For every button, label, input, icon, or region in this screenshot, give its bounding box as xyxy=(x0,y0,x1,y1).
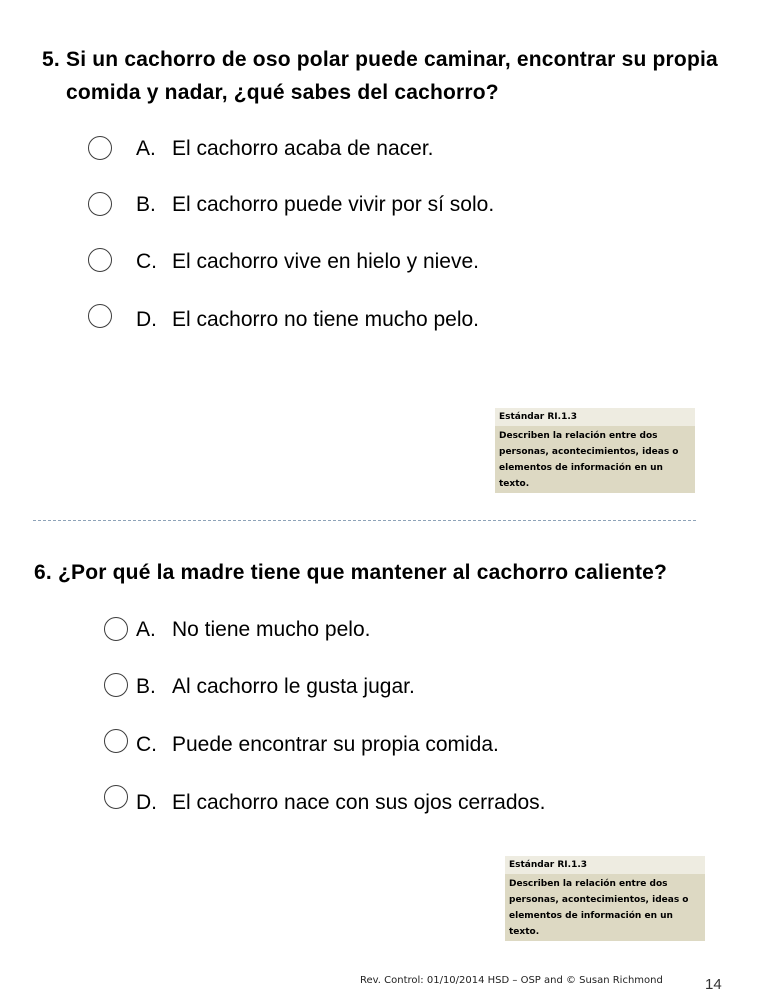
question-number: 6. xyxy=(34,561,52,584)
option-6d[interactable] xyxy=(136,789,546,817)
answer-bubble-5b[interactable] xyxy=(88,192,112,216)
option-text: No tiene mucho pelo. xyxy=(172,618,371,641)
option-letter: B. xyxy=(136,193,156,216)
answer-bubble-6c[interactable] xyxy=(104,729,128,753)
option-text: El cachorro acaba de nacer. xyxy=(172,137,434,160)
option-5b[interactable] xyxy=(136,191,494,219)
answer-bubble-6d[interactable] xyxy=(104,785,128,809)
option-letter: B. xyxy=(136,675,156,698)
option-5a[interactable] xyxy=(136,135,434,163)
option-text: Puede encontrar su propia comida. xyxy=(172,733,499,756)
option-5d[interactable] xyxy=(136,306,479,334)
option-6b[interactable] xyxy=(136,673,415,701)
option-letter: C. xyxy=(136,250,157,273)
standard-description: Describen la relación entre dos personas, acontecimientos, ideas o elementos de información en un texto. xyxy=(509,879,689,937)
question-text: ¿Por qué la madre tiene que mantener al cachorro caliente? xyxy=(57,561,668,584)
question-6-prompt xyxy=(34,556,754,589)
option-text: Al cachorro le gusta jugar. xyxy=(172,675,415,698)
question-text-content: Si un cachorro de oso polar puede caminar, encontrar su propia comida y nadar, ¿qué sabes del cachorro? xyxy=(66,48,718,104)
option-text: El cachorro no tiene mucho pelo. xyxy=(172,308,480,331)
footer-revision: Rev. Control: 01/10/2014 HSD – OSP and © Susan Richmond xyxy=(360,975,663,986)
option-6a[interactable] xyxy=(136,616,370,644)
option-letter: A. xyxy=(136,137,156,160)
option-6c[interactable] xyxy=(136,731,499,759)
option-5c[interactable] xyxy=(136,248,479,276)
option-text: El cachorro nace con sus ojos cerrados. xyxy=(172,791,546,814)
standard-title: Estándar RI.1.3 xyxy=(495,408,695,426)
option-letter: D. xyxy=(136,791,157,814)
answer-bubble-5c[interactable] xyxy=(88,248,112,272)
question-number: 5. xyxy=(42,48,60,71)
section-divider xyxy=(33,520,696,521)
page-number: 14 xyxy=(705,976,722,993)
answer-bubble-5d[interactable] xyxy=(88,304,112,328)
standard-box-6 xyxy=(505,856,705,941)
option-letter: A. xyxy=(136,618,156,641)
standard-box-5 xyxy=(495,408,695,493)
option-letter: D. xyxy=(136,308,157,331)
question-5-prompt xyxy=(42,43,742,109)
answer-bubble-5a[interactable] xyxy=(88,136,112,160)
answer-bubble-6b[interactable] xyxy=(104,673,128,697)
standard-description: Describen la relación entre dos personas, acontecimientos, ideas o elementos de información en un texto. xyxy=(499,431,679,489)
standard-title: Estándar RI.1.3 xyxy=(505,856,705,874)
option-letter: C. xyxy=(136,733,157,756)
question-text xyxy=(42,43,742,109)
option-text: El cachorro puede vivir por sí solo. xyxy=(172,193,495,216)
answer-bubble-6a[interactable] xyxy=(104,617,128,641)
option-text: El cachorro vive en hielo y nieve. xyxy=(172,250,479,273)
